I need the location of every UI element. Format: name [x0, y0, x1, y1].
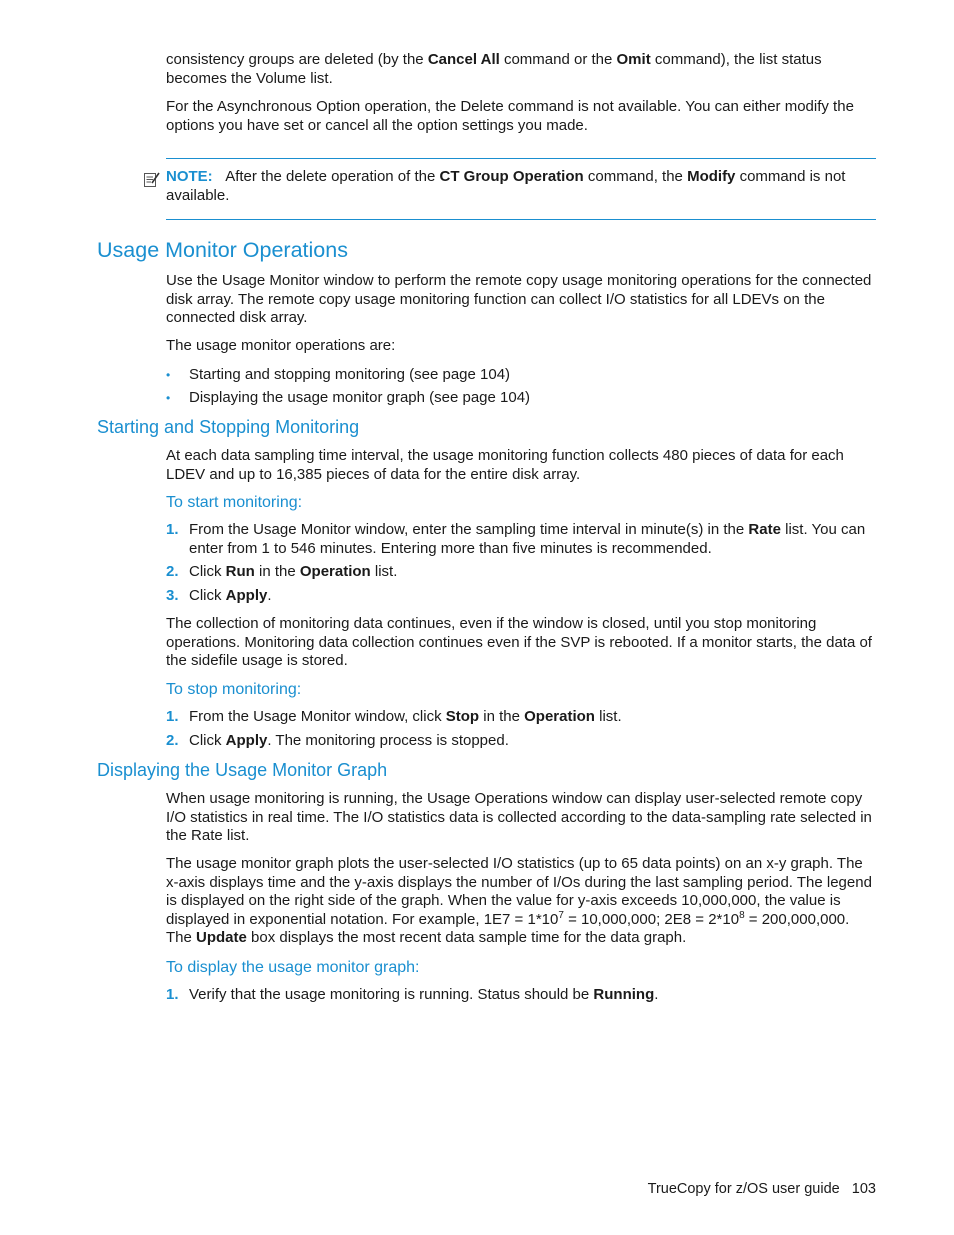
step-item: Click Run in the Operation list.	[189, 563, 398, 580]
note-icon	[143, 170, 161, 188]
heading-to-stop: To stop monitoring:	[166, 681, 302, 698]
intro-paragraph-1: consistency groups are deleted (by the Cancel All command or the Omit command), the list status becomes the Volume list.	[166, 51, 822, 87]
bullet-marker: •	[166, 368, 171, 382]
note-text: NOTE: After the delete operation of the CT Group Operation command, the Modify command is not available.	[166, 168, 846, 204]
graph-paragraph-1: When usage monitoring is running, the Usage Operations window can display user-selected remote copy I/O statistics in real time. The I/O statistics data is collected according to the data-sampling rate selected in the Rate list.	[166, 790, 872, 845]
step-number: 3.	[166, 587, 179, 604]
heading-starting-stopping: Starting and Stopping Monitoring	[97, 417, 360, 437]
step-item: From the Usage Monitor window, click Stop in the Operation list.	[189, 708, 622, 725]
note-label: NOTE:	[166, 168, 213, 185]
page-footer	[648, 1180, 876, 1199]
starting-paragraph-2: The collection of monitoring data continues, even if the window is closed, until you stop monitoring operations. Monitoring data collection continues even if the SVP is rebooted. If a monitor starts, the data of the sidefile usage is stored.	[166, 615, 872, 670]
graph-paragraph-2: The usage monitor graph plots the user-selected I/O statistics (up to 65 data points) on an x-y graph. The x-axis displays time and the y-axis displays the number of I/Os during the last sampling period. The legend is displayed on the right side of the graph. When the value for y-axis exceeds 10,000,000, the value is displayed in exponential notation. For example, $1E7 = 1*10^7 = 10,000,000$; $2E8 = 2*10^8 = 200,000,000$. The Update box displays the most recent data sample time for the data graph.	[166, 855, 872, 947]
note-top-rule	[166, 158, 876, 159]
usage-monitor-paragraph-2: The usage monitor operations are:	[166, 337, 396, 354]
heading-displaying-graph: Displaying the Usage Monitor Graph	[97, 760, 388, 780]
footer-guide-title: TrueCopy for z/OS user guide	[647, 1181, 840, 1197]
usage-monitor-paragraph-1: Use the Usage Monitor window to perform the remote copy usage monitoring operations for the connected disk array. The remote copy usage monitoring function can collect I/O statistics for all LDEVs on the connected disk array.	[166, 272, 872, 327]
step-number: 1.	[166, 708, 179, 725]
bullet-marker: •	[166, 391, 171, 405]
step-number: 1.	[166, 521, 179, 538]
step-number: 2.	[166, 563, 179, 580]
intro-paragraph-2: For the Asynchronous Option operation, the Delete command is not available. You can either modify the options you have set or cancel all the option settings you made.	[166, 98, 854, 134]
bullet-item: Starting and stopping monitoring (see page 104)	[189, 366, 511, 383]
step-item: Click Apply.	[189, 587, 272, 604]
page-number: 103	[851, 1181, 876, 1197]
step-item: Verify that the usage monitoring is running. Status should be Running.	[189, 986, 659, 1003]
bullet-item: Displaying the usage monitor graph (see page 104)	[189, 389, 531, 406]
heading-to-start: To start monitoring:	[166, 494, 303, 511]
step-item: Click Apply. The monitoring process is stopped.	[189, 732, 509, 749]
step-number: 1.	[166, 986, 179, 1003]
heading-usage-monitor-operations: Usage Monitor Operations	[97, 238, 348, 262]
step-item: From the Usage Monitor window, enter the sampling time interval in minute(s) in the Rate list. You can enter from 1 to 546 minutes. Entering more than five minutes is recommended.	[189, 521, 866, 557]
heading-to-display: To display the usage monitor graph:	[166, 959, 420, 976]
step-number: 2.	[166, 732, 179, 749]
note-bottom-rule	[166, 219, 876, 220]
starting-paragraph-1: At each data sampling time interval, the usage monitoring function collects 480 pieces of data for each LDEV and up to 16,385 pieces of data for the entire disk array.	[166, 447, 844, 483]
